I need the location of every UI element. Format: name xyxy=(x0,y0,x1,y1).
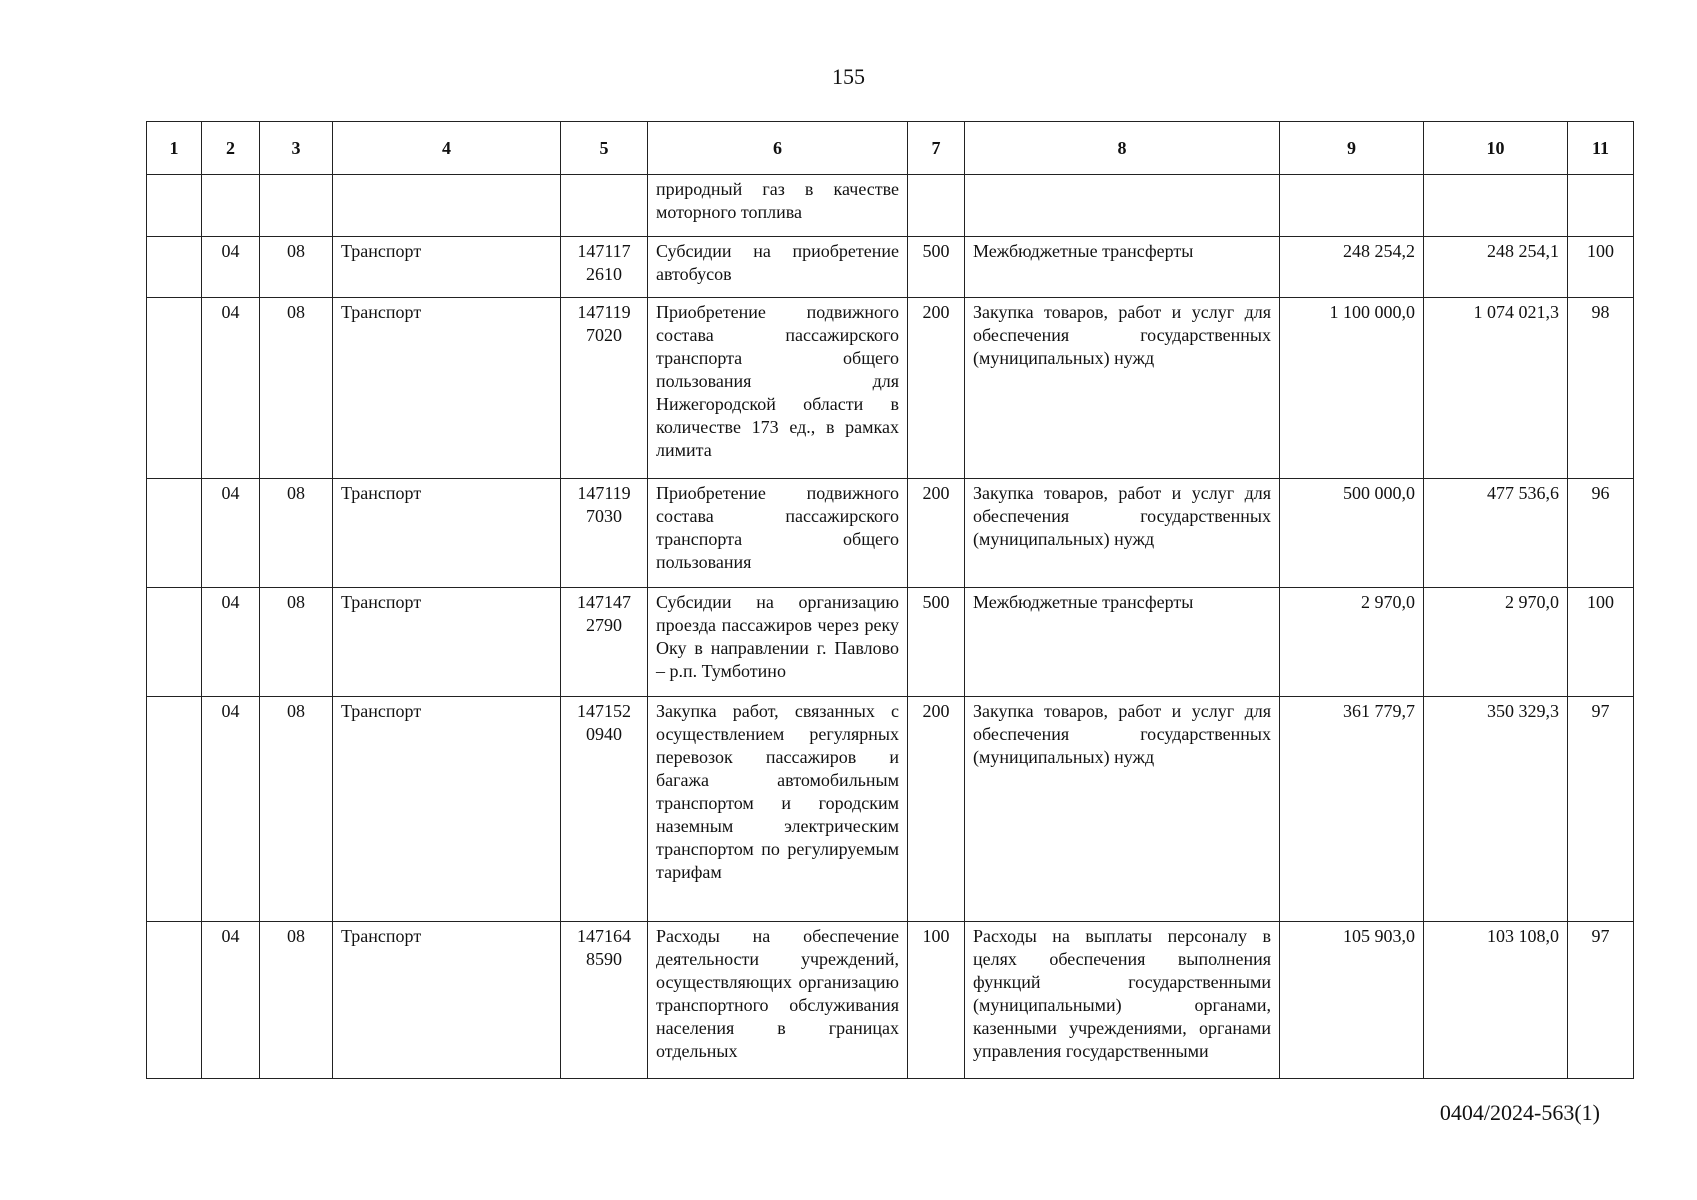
target-article-cell xyxy=(561,697,648,922)
header-col-8: 8 xyxy=(965,122,1280,175)
expense-type-code-cell: 200 xyxy=(908,697,965,922)
subsection-name-cell: Транспорт xyxy=(333,588,561,697)
actual-amount-cell: 2 970,0 xyxy=(1424,588,1568,697)
header-col-6: 6 xyxy=(648,122,908,175)
header-col-11: 11 xyxy=(1568,122,1634,175)
planned-amount-cell: 105 903,0 xyxy=(1280,922,1424,1079)
subsection-name-cell: Транспорт xyxy=(333,922,561,1079)
subsection-code-cell: 08 xyxy=(260,922,333,1079)
subsection-code-cell: 08 xyxy=(260,588,333,697)
table-row xyxy=(147,697,1634,922)
expense-type-code-cell: 500 xyxy=(908,588,965,697)
subsection-code-cell: 08 xyxy=(260,298,333,479)
expense-description-cell: природный газ в качестве моторного топлива xyxy=(648,175,908,237)
execution-percent-cell: 98 xyxy=(1568,298,1634,479)
subsection-code-cell: 08 xyxy=(260,697,333,922)
target-article-part-1: 147117 xyxy=(577,241,631,261)
target-article-part-2: 7020 xyxy=(586,325,622,345)
target-article-cell xyxy=(561,237,648,298)
planned-amount-cell: 361 779,7 xyxy=(1280,697,1424,922)
budget-execution-table xyxy=(146,121,1634,1079)
target-article-cell xyxy=(561,175,648,237)
expense-description-cell: Приобретение подвижного состава пассажирского транспорта общего пользования xyxy=(648,479,908,588)
expense-type-name-cell: Закупка товаров, работ и услуг для обеспечения государственных (муниципальных) нужд xyxy=(965,697,1280,922)
expense-type-code-cell: 200 xyxy=(908,298,965,479)
planned-amount-cell: 500 000,0 xyxy=(1280,479,1424,588)
expense-description-cell: Субсидии на приобретение автобусов xyxy=(648,237,908,298)
subsection-code-cell: 08 xyxy=(260,237,333,298)
subsection-name-cell: Транспорт xyxy=(333,479,561,588)
subsection-code-cell xyxy=(260,175,333,237)
header-col-10: 10 xyxy=(1424,122,1568,175)
expense-type-name-cell: Закупка товаров, работ и услуг для обеспечения государственных (муниципальных) нужд xyxy=(965,479,1280,588)
header-col-7: 7 xyxy=(908,122,965,175)
section-code-cell: 04 xyxy=(202,588,260,697)
expense-type-name-cell: Закупка товаров, работ и услуг для обеспечения государственных (муниципальных) нужд xyxy=(965,298,1280,479)
subsection-name-cell: Транспорт xyxy=(333,237,561,298)
target-article-part-2: 2790 xyxy=(586,615,622,635)
actual-amount-cell: 248 254,1 xyxy=(1424,237,1568,298)
section-code-cell: 04 xyxy=(202,697,260,922)
expense-description-cell: Закупка работ, связанных с осуществлением регулярных перевозок пассажиров и багажа автомобильным транспортом и городским наземным электрическим транспортом по регулируемым тарифам xyxy=(648,697,908,922)
table-row xyxy=(147,175,1634,237)
actual-amount-cell: 1 074 021,3 xyxy=(1424,298,1568,479)
expense-description-cell: Приобретение подвижного состава пассажирского транспорта общего пользования для Нижегородской области в количестве 173 ед., в рамках лимита xyxy=(648,298,908,479)
expense-type-name-cell: Расходы на выплаты персоналу в целях обеспечения выполнения функций государственными (муниципальными) органами, казенными учреждениями, органами управления государственными xyxy=(965,922,1280,1079)
header-col-4: 4 xyxy=(333,122,561,175)
target-article-cell xyxy=(561,922,648,1079)
actual-amount-cell xyxy=(1424,175,1568,237)
page-number: 155 xyxy=(832,64,865,89)
expense-type-name-cell xyxy=(965,175,1280,237)
expense-description-cell: Субсидии на организацию проезда пассажиров через реку Оку в направлении г. Павлово – р.п. Тумботино xyxy=(648,588,908,697)
section-code-cell: 04 xyxy=(202,298,260,479)
target-article-part-2: 2610 xyxy=(586,264,622,284)
planned-amount-cell: 1 100 000,0 xyxy=(1280,298,1424,479)
section-code-cell: 04 xyxy=(202,479,260,588)
header-col-1: 1 xyxy=(147,122,202,175)
row-number-cell xyxy=(147,697,202,922)
actual-amount-cell: 103 108,0 xyxy=(1424,922,1568,1079)
actual-amount-cell: 350 329,3 xyxy=(1424,697,1568,922)
target-article-part-1: 147119 xyxy=(577,302,631,322)
row-number-cell xyxy=(147,922,202,1079)
planned-amount-cell: 2 970,0 xyxy=(1280,588,1424,697)
row-number-cell xyxy=(147,479,202,588)
header-col-5: 5 xyxy=(561,122,648,175)
target-article-part-2: 0940 xyxy=(586,724,622,744)
target-article-cell xyxy=(561,588,648,697)
execution-percent-cell: 97 xyxy=(1568,922,1634,1079)
row-number-cell xyxy=(147,298,202,479)
header-col-9: 9 xyxy=(1280,122,1424,175)
header-row xyxy=(147,122,1634,175)
section-code-cell: 04 xyxy=(202,237,260,298)
expense-type-code-cell xyxy=(908,175,965,237)
execution-percent-cell: 96 xyxy=(1568,479,1634,588)
target-article-part-2: 7030 xyxy=(586,506,622,526)
target-article-cell xyxy=(561,298,648,479)
table-row xyxy=(147,237,1634,298)
section-code-cell xyxy=(202,175,260,237)
section-code-cell: 04 xyxy=(202,922,260,1079)
target-article-part-1: 147152 xyxy=(577,701,631,721)
row-number-cell xyxy=(147,237,202,298)
execution-percent-cell: 97 xyxy=(1568,697,1634,922)
execution-percent-cell: 100 xyxy=(1568,237,1634,298)
planned-amount-cell xyxy=(1280,175,1424,237)
expense-type-name-cell: Межбюджетные трансферты xyxy=(965,237,1280,298)
table-row xyxy=(147,479,1634,588)
target-article-cell xyxy=(561,479,648,588)
subsection-name-cell xyxy=(333,175,561,237)
table-row xyxy=(147,588,1634,697)
header-col-2: 2 xyxy=(202,122,260,175)
subsection-code-cell: 08 xyxy=(260,479,333,588)
expense-type-name-cell: Межбюджетные трансферты xyxy=(965,588,1280,697)
target-article-part-2: 8590 xyxy=(586,949,622,969)
execution-percent-cell: 100 xyxy=(1568,588,1634,697)
table-row xyxy=(147,298,1634,479)
planned-amount-cell: 248 254,2 xyxy=(1280,237,1424,298)
expense-type-code-cell: 100 xyxy=(908,922,965,1079)
table-row xyxy=(147,922,1634,1079)
target-article-part-1: 147147 xyxy=(577,592,631,612)
subsection-name-cell: Транспорт xyxy=(333,697,561,922)
row-number-cell xyxy=(147,175,202,237)
document-registration-code: 0404/2024-563(1) xyxy=(1439,1100,1600,1125)
row-number-cell xyxy=(147,588,202,697)
expense-description-cell: Расходы на обеспечение деятельности учреждений, осуществляющих организацию транспортного обслуживания населения в границах отдельных xyxy=(648,922,908,1079)
expense-type-code-cell: 500 xyxy=(908,237,965,298)
header-col-3: 3 xyxy=(260,122,333,175)
target-article-part-1: 147164 xyxy=(577,926,631,946)
execution-percent-cell xyxy=(1568,175,1634,237)
actual-amount-cell: 477 536,6 xyxy=(1424,479,1568,588)
expense-type-code-cell: 200 xyxy=(908,479,965,588)
target-article-part-1: 147119 xyxy=(577,483,631,503)
subsection-name-cell: Транспорт xyxy=(333,298,561,479)
